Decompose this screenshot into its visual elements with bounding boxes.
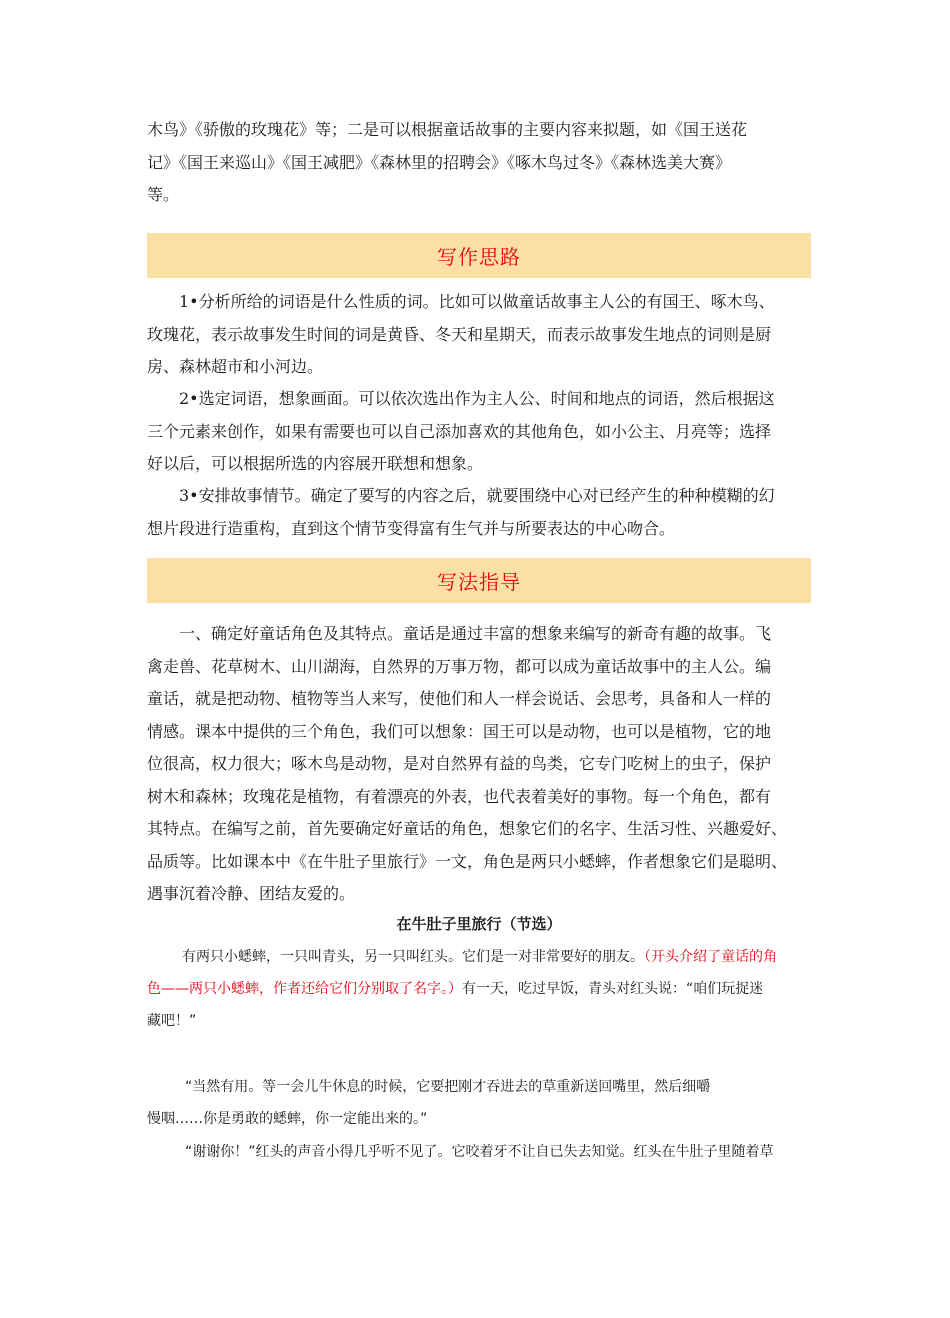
text-line: 品质等。比如课本中《在牛肚子里旅行》一文，角色是两只小蟋蟀，作者想象它们是聪明、 xyxy=(147,851,788,871)
text-line: 1•分析所给的词语是什么性质的词。比如可以做童话故事主人公的有国王、啄木鸟、 xyxy=(179,292,775,311)
text-line: 记》《国王来巡山》《国王减肥》《森林里的招聘会》《啄木鸟过冬》《森林选美大赛》 xyxy=(147,152,732,172)
text-line: 3•安排故事情节。确定了要写的内容之后，就要围绕中心对已经产生的种种模糊的幻 xyxy=(179,486,775,505)
text-line: 好以后，可以根据所选的内容展开联想和想象。 xyxy=(147,454,484,473)
text-line: 遇事沉着冷静、团结友爱的。 xyxy=(147,884,356,903)
writing-ideas-point-2 xyxy=(147,383,811,481)
excerpt-text: 有一天，吃过早饭，青头对红头说：“咱们玩捉迷 xyxy=(462,981,764,997)
writing-ideas-point-3 xyxy=(147,480,811,545)
text-line: 等。 xyxy=(147,185,180,204)
text-line xyxy=(147,941,811,973)
section-banner-writing-guide xyxy=(147,558,811,603)
text-line: 其特点。在编写之前，首先要确定好童话的角色，想象它们的名字、生活习性、兴趣爱好、 xyxy=(147,819,788,838)
text-line: “谢谢你！”红头的声音小得几乎听不见了。它咬着牙不让自已失去知觉。红头在牛肚子里随着草 xyxy=(185,1144,774,1160)
annotation-text: （开头介绍了童话的角 xyxy=(644,949,777,965)
text-line: 童话，就是把动物、植物等当人来写，使他们和人一样会说话、会思考，具备和人一样的 xyxy=(147,689,772,708)
writing-ideas-point-1 xyxy=(147,286,811,384)
text-line: 慢咽……你是勇敢的蟋蟀，你一定能出来的。” xyxy=(147,1111,428,1127)
excerpt-paragraph-1 xyxy=(147,941,811,1037)
section-title: 写法指导 xyxy=(437,570,521,594)
text-line: 禽走兽、花草树木、山川湖海，自然界的万事万物，都可以成为童话故事中的主人公。编 xyxy=(147,656,772,676)
excerpt-paragraph-3 xyxy=(147,1136,811,1168)
text-line: 房、森林超市和小河边。 xyxy=(147,357,324,376)
text-line: 玫瑰花，表示故事发生时间的词是黄昏、冬天和星期天，而表示故事发生地点的词则是厨 xyxy=(147,324,772,344)
excerpt-paragraph-2 xyxy=(147,1071,811,1135)
text-line: 位很高，权力很大；啄木鸟是动物，是对自然界有益的鸟类，它专门吃树上的虫子，保护 xyxy=(147,754,772,773)
text-line: 树木和森林；玫瑰花是植物，有着漂亮的外表，也代表着美好的事物。每一个角色，都有 xyxy=(147,786,772,806)
intro-paragraph xyxy=(147,114,811,212)
section-title: 写作思路 xyxy=(437,245,521,269)
text-line: 一、确定好童话角色及其特点。童话是通过丰富的想象来编写的新奇有趣的故事。飞 xyxy=(179,624,772,643)
section-banner-writing-ideas xyxy=(147,233,811,278)
excerpt-text: 有两只小蟋蟀，一只叫青头，另一只叫红头。它们是一对非常要好的朋友。 xyxy=(182,949,644,965)
text-line xyxy=(147,973,811,1005)
text-line: 三个元素来创作，如果有需要也可以自己添加喜欢的其他角色，如小公主、月亮等；选择 xyxy=(147,421,772,441)
text-line: 木鸟》《骄傲的玫瑰花》等；二是可以根据童话故事的主要内容来拟题，如《国王送花 xyxy=(147,120,748,139)
text-line: “当然有用。等一会儿牛休息的时候，它要把刚才吞进去的草重新送回嘴里，然后细嚼 xyxy=(185,1079,711,1095)
writing-guide-paragraph xyxy=(147,618,811,911)
text-line: 情感。课本中提供的三个角色，我们可以想象：国王可以是动物，也可以是植物，它的地 xyxy=(147,721,772,741)
text-line: 藏吧！” xyxy=(147,1013,197,1029)
annotation-text: 色——两只小蟋蟀，作者还给它们分别取了名字。） xyxy=(147,981,462,997)
text-line: 想片段进行造重构，直到这个情节变得富有生气并与所要表达的中心吻合。 xyxy=(147,518,676,538)
excerpt-title: 在牛肚子里旅行（节选） xyxy=(396,915,562,933)
text-line: 2•选定词语，想象画面。可以依次选出作为主人公、时间和地点的词语，然后根据这 xyxy=(179,389,775,408)
